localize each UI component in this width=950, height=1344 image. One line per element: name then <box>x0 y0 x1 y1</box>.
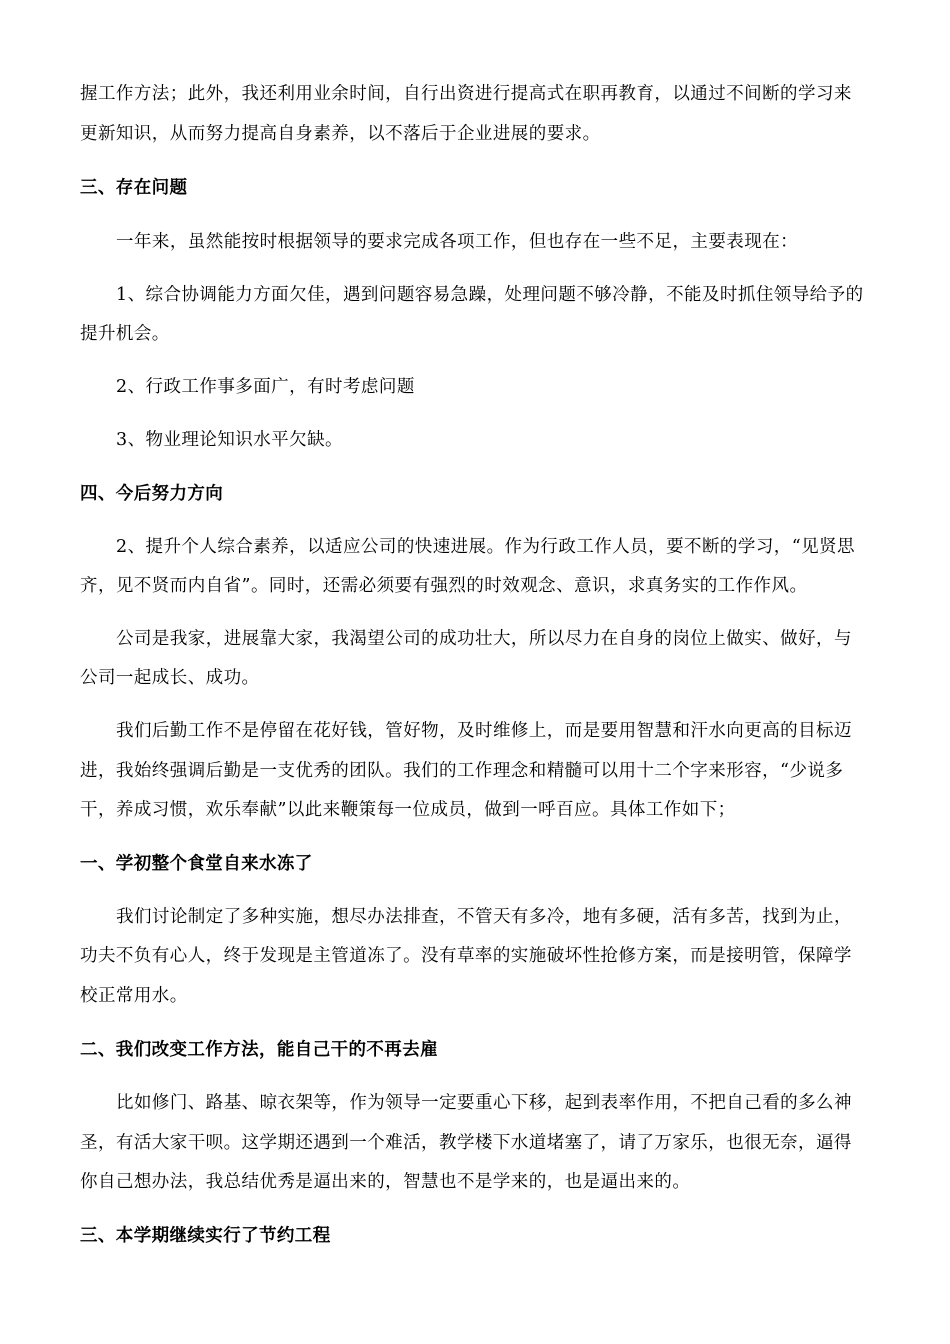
paragraph-line: 1、综合协调能力方面欠佳，遇到问题容易急躁，处理问题不够冷静，不能及时抓住领导给予的 <box>116 285 864 305</box>
paragraph-line: 3、物业理论知识水平欠缺。 <box>116 430 343 450</box>
paragraph-line: 一年来，虽然能按时根据领导的要求完成各项工作，但也存在一些不足，主要表现在： <box>116 232 799 252</box>
paragraph-line: 公司一起成长、成功。 <box>80 668 260 688</box>
section-heading: 三、本学期继续实行了节约工程 <box>80 1226 331 1246</box>
paragraph-line: 公司是我家，进展靠大家，我渴望公司的成功壮大，所以尽力在自身的岗位上做实、做好，与 <box>116 629 852 649</box>
paragraph-line: 你自己想办法，我总结优秀是逼出来的，智慧也不是学来的，也是逼出来的。 <box>80 1172 691 1192</box>
paragraph-line: 进，我始终强调后勤是一支优秀的团队。我们的工作理念和精髓可以用十二个字来形容，“少说多 <box>80 761 844 781</box>
paragraph-line: 我们后勤工作不是停留在花好钱，管好物，及时维修上，而是要用智慧和汗水向更高的目标迈 <box>116 721 852 741</box>
paragraph-line: 更新知识，从而努力提高自身素养，以不落后于企业进展的要求。 <box>80 124 601 144</box>
paragraph-line: 干，养成习惯，欢乐奉献”以此来鞭策每一位成员，做到一呼百应。具体工作如下； <box>80 800 736 820</box>
paragraph-line: 2、提升个人综合素养，以适应公司的快速进展。作为行政工作人员，要不断的学习，“见贤思 <box>116 537 855 557</box>
paragraph-line: 提升机会。 <box>80 324 170 344</box>
paragraph-line: 齐，见不贤而内自省”。同时，还需必须要有强烈的时效观念、意识，求真务实的工作作风。 <box>80 576 808 596</box>
paragraph-line: 校正常用水。 <box>80 986 188 1006</box>
section-heading: 三、存在问题 <box>80 178 188 198</box>
section-heading: 二、我们改变工作方法，能自己干的不再去雇 <box>80 1040 438 1060</box>
paragraph-line: 握工作方法；此外，我还利用业余时间，自行出资进行提高式在职再教育，以通过不间断的学习来 <box>80 84 852 104</box>
paragraph-line: 我们讨论制定了多种实施，想尽办法排查，不管天有多冷，地有多硬，活有多苦，找到为止， <box>116 907 852 927</box>
paragraph-line: 比如修门、路基、晾衣架等，作为领导一定要重心下移，起到表率作用，不把自己看的多么神 <box>116 1093 852 1113</box>
paragraph-line: 功夫不负有心人，终于发现是主管道冻了。没有草率的实施破坏性抢修方案，而是接明管，保障学 <box>80 946 852 966</box>
paragraph-line: 2、行政工作事多面广，有时考虑问题 <box>116 377 415 397</box>
paragraph-line: 圣，有活大家干呗。这学期还遇到一个难活，教学楼下水道堵塞了，请了万家乐，也很无奈，逼得 <box>80 1133 852 1153</box>
section-heading: 一、学初整个食堂自来水冻了 <box>80 854 313 874</box>
section-heading: 四、今后努力方向 <box>80 484 224 504</box>
